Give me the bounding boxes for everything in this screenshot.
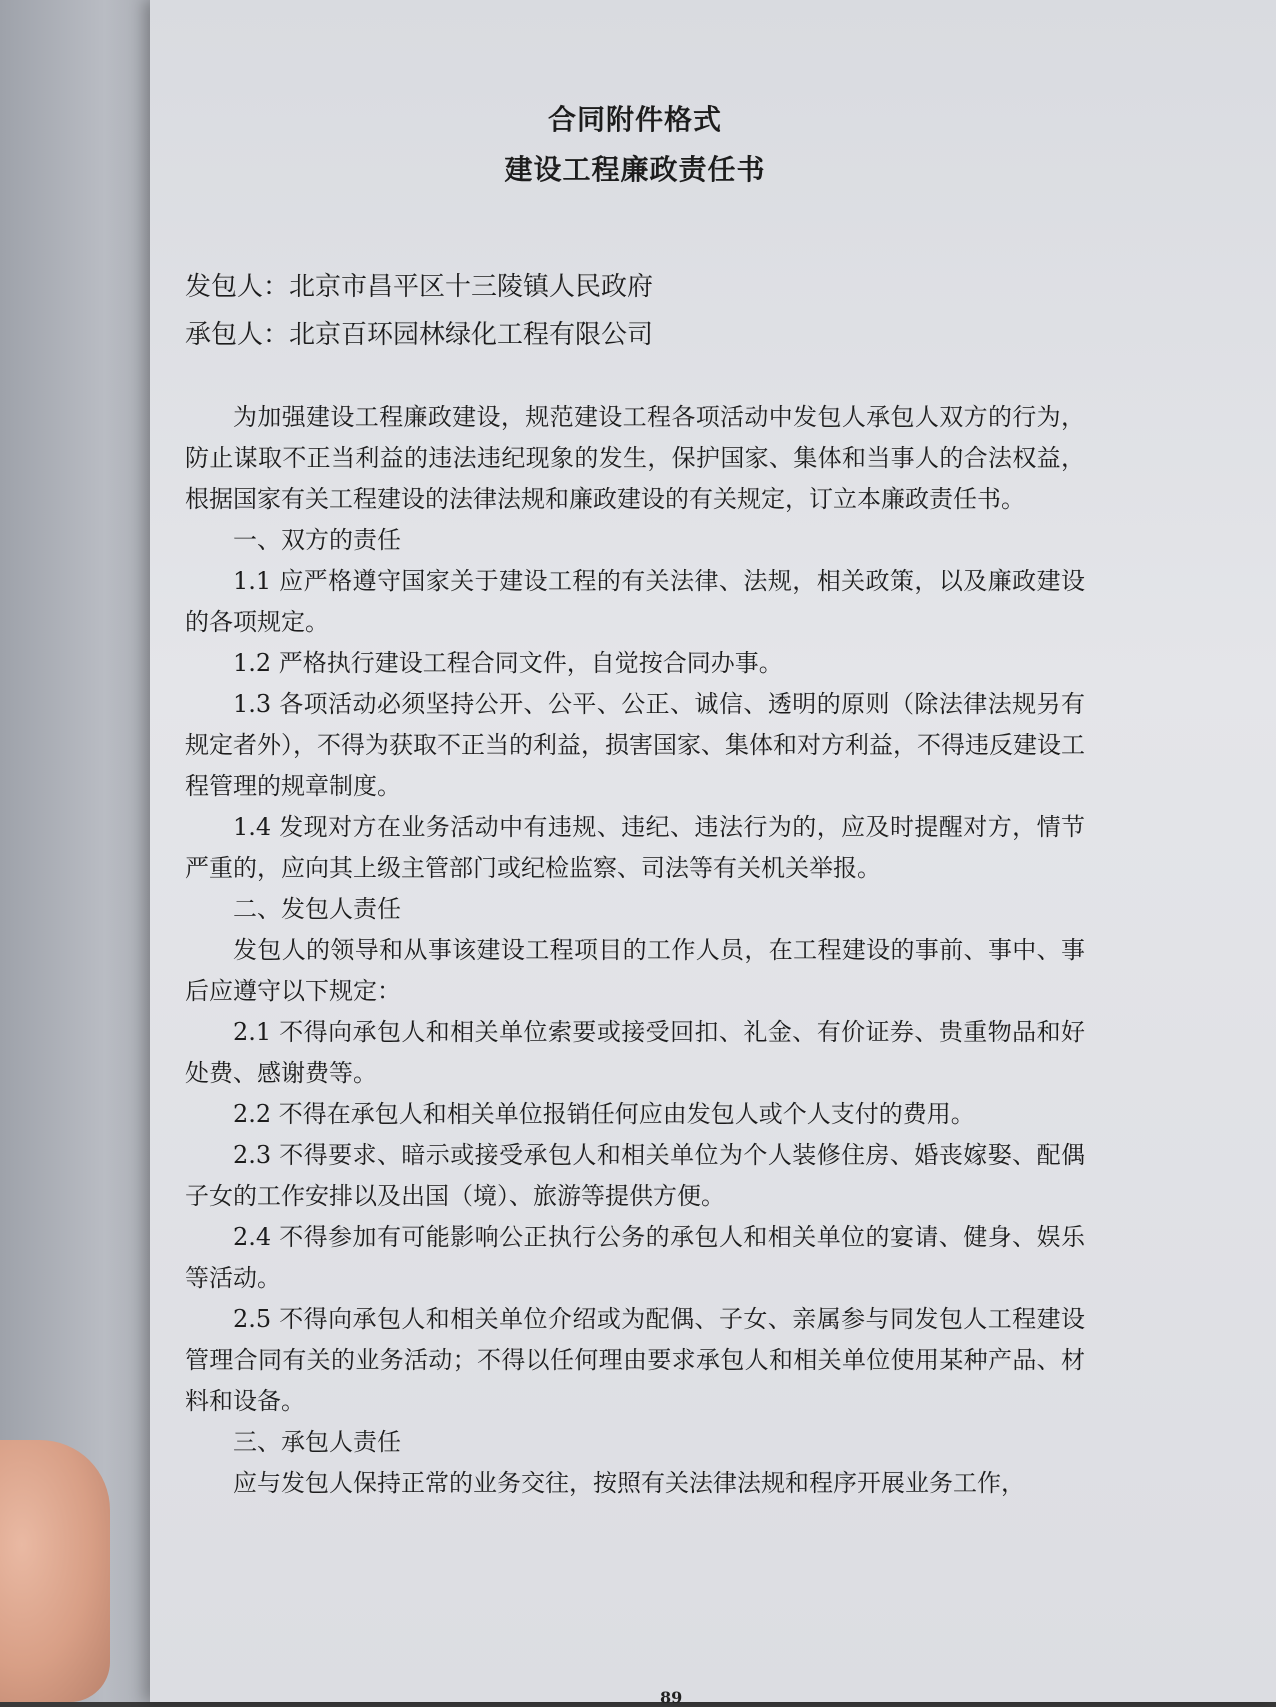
intro-paragraph: 为加强建设工程廉政建设，规范建设工程各项活动中发包人承包人双方的行为，防止谋取不正当利益的违法违纪现象的发生，保护国家、集体和当事人的合法权益，根据国家有关工程建设的法律法规和廉政建设的有关规定，订立本廉政责任书。 <box>185 403 1085 513</box>
section-heading-1: 一、双方的责任 <box>233 526 401 554</box>
clause-1-3: 1.3 各项活动必须坚持公开、公平、公正、诚信、透明的原则（除法律法规另有规定者外），不得为获取不正当的利益，损害国家、集体和对方利益，不得违反建设工程管理的规章制度。 <box>185 690 1085 800</box>
clause-2-3: 2.3 不得要求、暗示或接受承包人和相关单位为个人装修住房、婚丧嫁娶、配偶子女的工作安排以及出国（境）、旅游等提供方便。 <box>185 1141 1085 1210</box>
page-number: 89 <box>660 1688 683 1707</box>
document-body <box>185 397 1085 1504</box>
clause-1-1: 1.1 应严格遵守国家关于建设工程的有关法律、法规，相关政策，以及廉政建设的各项规定。 <box>185 567 1085 636</box>
clause-2-5: 2.5 不得向承包人和相关单位介绍或为配偶、子女、亲属参与同发包人工程建设管理合同有关的业务活动；不得以任何理由要求承包人和相关单位使用某种产品、材料和设备。 <box>185 1305 1085 1415</box>
document-title-line1: 合同附件格式 <box>547 103 722 136</box>
section-heading-2: 二、发包人责任 <box>233 895 401 923</box>
section-3-intro: 应与发包人保持正常的业务交往，按照有关法律法规和程序开展业务工作， <box>233 1469 1025 1497</box>
section-heading-3: 三、承包人责任 <box>233 1428 401 1456</box>
document-content <box>185 95 1085 1504</box>
clause-1-4: 1.4 发现对方在业务活动中有违规、违纪、违法行为的，应及时提醒对方，情节严重的，应向其上级主管部门或纪检监察、司法等有关机关举报。 <box>185 813 1085 882</box>
clause-2-2: 2.2 不得在承包人和相关单位报销任何应由发包人或个人支付的费用。 <box>233 1100 975 1128</box>
parties <box>185 263 1085 359</box>
document-title-line2: 建设工程廉政责任书 <box>504 153 766 186</box>
employer-line: 发包人：北京市昌平区十三陵镇人民政府 <box>185 272 654 302</box>
section-2-intro: 发包人的领导和从事该建设工程项目的工作人员，在工程建设的事前、事中、事后应遵守以下规定： <box>185 936 1085 1005</box>
clause-2-4: 2.4 不得参加有可能影响公正执行公务的承包人和相关单位的宴请、健身、娱乐等活动。 <box>185 1223 1085 1292</box>
clause-1-2: 1.2 严格执行建设工程合同文件，自觉按合同办事。 <box>233 649 783 677</box>
hand <box>0 1440 110 1702</box>
clause-2-1: 2.1 不得向承包人和相关单位索要或接受回扣、礼金、有价证券、贵重物品和好处费、感谢费等。 <box>185 1018 1085 1087</box>
contractor-line: 承包人：北京百环园林绿化工程有限公司 <box>185 320 654 350</box>
